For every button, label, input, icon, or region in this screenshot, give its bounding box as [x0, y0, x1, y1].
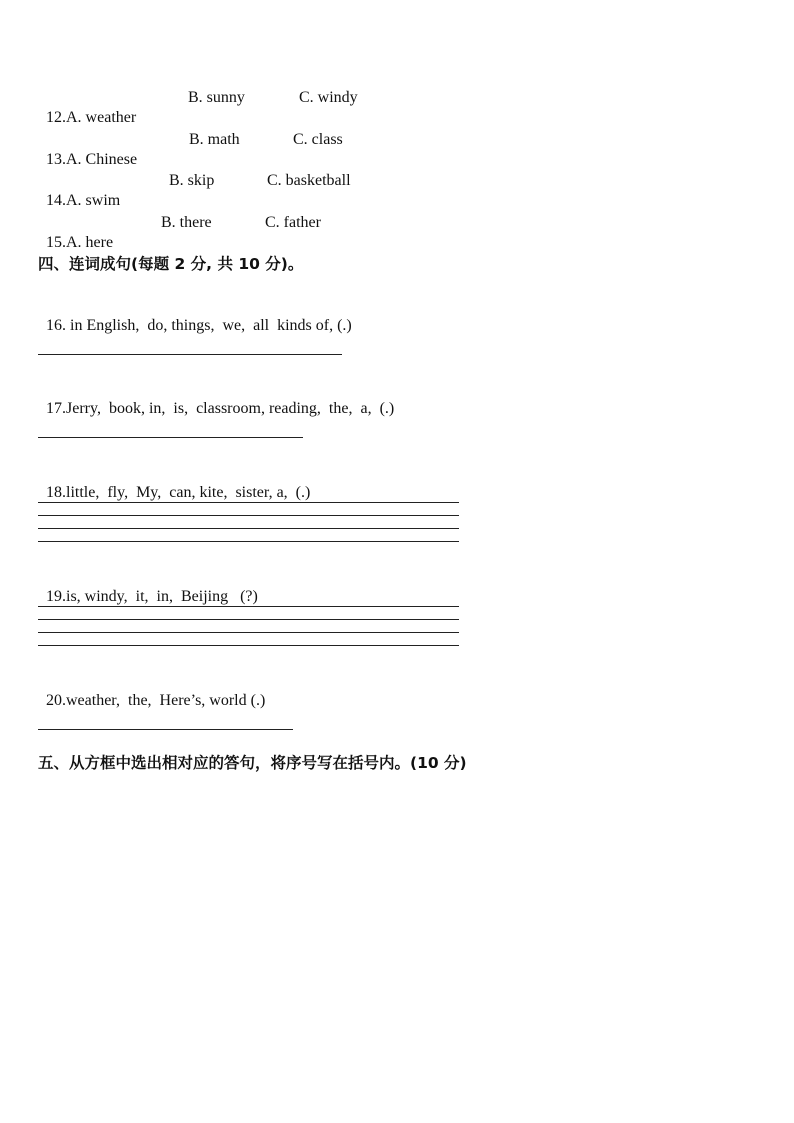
item-number: 19. — [46, 588, 66, 605]
sentence-item-16 — [38, 296, 352, 336]
option-b: B. sunny — [188, 89, 245, 106]
writing-line[interactable] — [38, 619, 459, 620]
sentence-item-17 — [38, 379, 394, 419]
option-a: A. weather — [66, 109, 137, 126]
sentence-item-19 — [38, 567, 258, 607]
mc-item-15 — [38, 213, 113, 253]
sentence-item-20 — [38, 671, 265, 711]
item-words: in English, do, things, we, all kinds of, (.) — [66, 317, 352, 334]
writing-line[interactable] — [38, 541, 459, 542]
answer-line[interactable] — [38, 354, 342, 355]
option-c: C. windy — [299, 89, 358, 106]
item-words: little, fly, My, can, kite, sister, a, (.) — [66, 484, 311, 501]
item-words: Jerry, book, in, is, classroom, reading, the, a, (.) — [66, 400, 395, 417]
writing-line[interactable] — [38, 528, 459, 529]
option-c: C. basketball — [267, 172, 351, 189]
item-words: is, windy, it, in, Beijing (?) — [66, 588, 258, 605]
item-words: weather, the, Here’s, world (.) — [66, 692, 266, 709]
option-b: B. there — [161, 214, 212, 231]
item-number: 15. — [46, 234, 66, 251]
writing-line[interactable] — [38, 606, 459, 607]
option-a: A. swim — [66, 192, 121, 209]
answer-line[interactable] — [38, 729, 293, 730]
section-4-heading: 四、连词成句(每题 2 分, 共 10 分)。 — [38, 255, 304, 273]
item-number: 18. — [46, 484, 66, 501]
item-number: 17. — [46, 400, 66, 417]
option-a: A. Chinese — [66, 151, 138, 168]
mc-item-12 — [38, 88, 136, 128]
item-number: 12. — [46, 109, 66, 126]
writing-line[interactable] — [38, 632, 459, 633]
mc-item-14 — [38, 171, 120, 211]
sentence-item-18 — [38, 463, 310, 503]
item-number: 13. — [46, 151, 66, 168]
option-c: C. father — [265, 214, 321, 231]
section-5-heading: 五、从方框中选出相对应的答句，将序号写在括号内。(10 分) — [38, 754, 467, 772]
item-number: 20. — [46, 692, 66, 709]
option-c: C. class — [293, 131, 343, 148]
mc-item-13 — [38, 130, 137, 170]
writing-line[interactable] — [38, 645, 459, 646]
writing-line[interactable] — [38, 515, 459, 516]
answer-line[interactable] — [38, 437, 303, 438]
item-number: 14. — [46, 192, 66, 209]
item-number: 16. — [46, 317, 66, 334]
option-b: B. skip — [169, 172, 215, 189]
option-b: B. math — [189, 131, 240, 148]
option-a: A. here — [66, 234, 114, 251]
writing-line[interactable] — [38, 502, 459, 503]
